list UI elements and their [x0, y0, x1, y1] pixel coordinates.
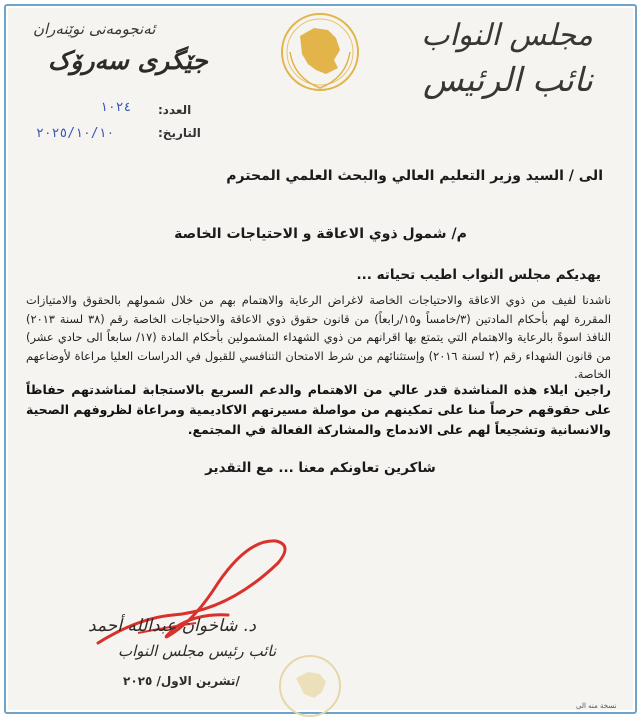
copy-to-footnote: نسخة منه الى — [576, 702, 617, 710]
letter-greeting: يهديكم مجلس النواب اطيب تحياته ... — [356, 267, 601, 283]
signatory-title: نائب رئيس مجلس النواب — [118, 642, 277, 660]
iraq-map-emblem-icon — [270, 8, 370, 100]
header-deputy-title: نائب الرئيس — [423, 60, 593, 99]
signature-date: /تشرين الاول/ ٢٠٢٥ — [123, 674, 240, 688]
header-kurdish-parliament: ئەنجومەنی نوێنەران — [33, 20, 156, 38]
letter-addressee: الى / السيد وزير التعليم العالي والبحث العلمي المحترم — [226, 168, 603, 184]
header-kurdish-deputy: جێگری سەرۆک — [48, 46, 208, 75]
reference-number-value: ١٠٢٤ — [100, 100, 132, 115]
letter-paragraph-1: ناشدنا لفيف من ذوي الاعاقة والاحتياجات الخاصة لاغراض الرعاية والاهتمام بهم من خلال شمولهم بالحقوق والامتيازات المقررة لهم بأحكام المادتين (٣/خامساً و١٥/رابعاً) من قانون حقوق ذوي الاعاقة والاحتياجات الخاصة رقم (٣٨ لسنة ٢٠١٣) النافذ اسوةً بالرعاية والاهتمام التي يتمتع بها اقرانهم من ذوي الشهداء المشمولين بأحكام المادة (١٧/ سابعاً الى حادي عشر) من قانون الشهداء رقم (٢ لسنة ٢٠١٦) وإستثنائهم من شرط الامتحان التنافسي للقبول في الدراسات العليا مراعاة لأوضاعهم الخاصة. — [26, 293, 612, 382]
signatory-name: د. شاخوان عبدالله أحمد — [88, 616, 256, 636]
reference-date-label: التاريخ: — [158, 126, 201, 140]
letter-closing: شاكرين تعاونكم معنا ... مع التقدير — [205, 460, 436, 476]
letter-subject: م/ شمول ذوي الاعاقة و الاحتياجات الخاصة — [174, 226, 467, 242]
header-parliament-title: مجلس النواب — [421, 18, 593, 53]
letter-paragraph-2: راجين ايلاء هذه المناشدة قدر عالي من الاهتمام والدعم السريع بالاستجابة لمناشدتهم حفاظاً على حقوقهم حرصاً منا على تمكينهم من مواصلة مسيرتهم الاكاديمية ومراعاة لظروفهم الصحية والانسانية وتشجيعاً لهم على الاندماج والمشاركة الفعالة في المجتمع. — [26, 382, 611, 437]
reference-date-value: ٢٠٢٥/١٠/١٠ — [36, 126, 115, 141]
reference-number-label: العدد: — [158, 103, 192, 117]
parliament-seal-icon — [270, 648, 350, 718]
letter-paper — [8, 8, 633, 710]
